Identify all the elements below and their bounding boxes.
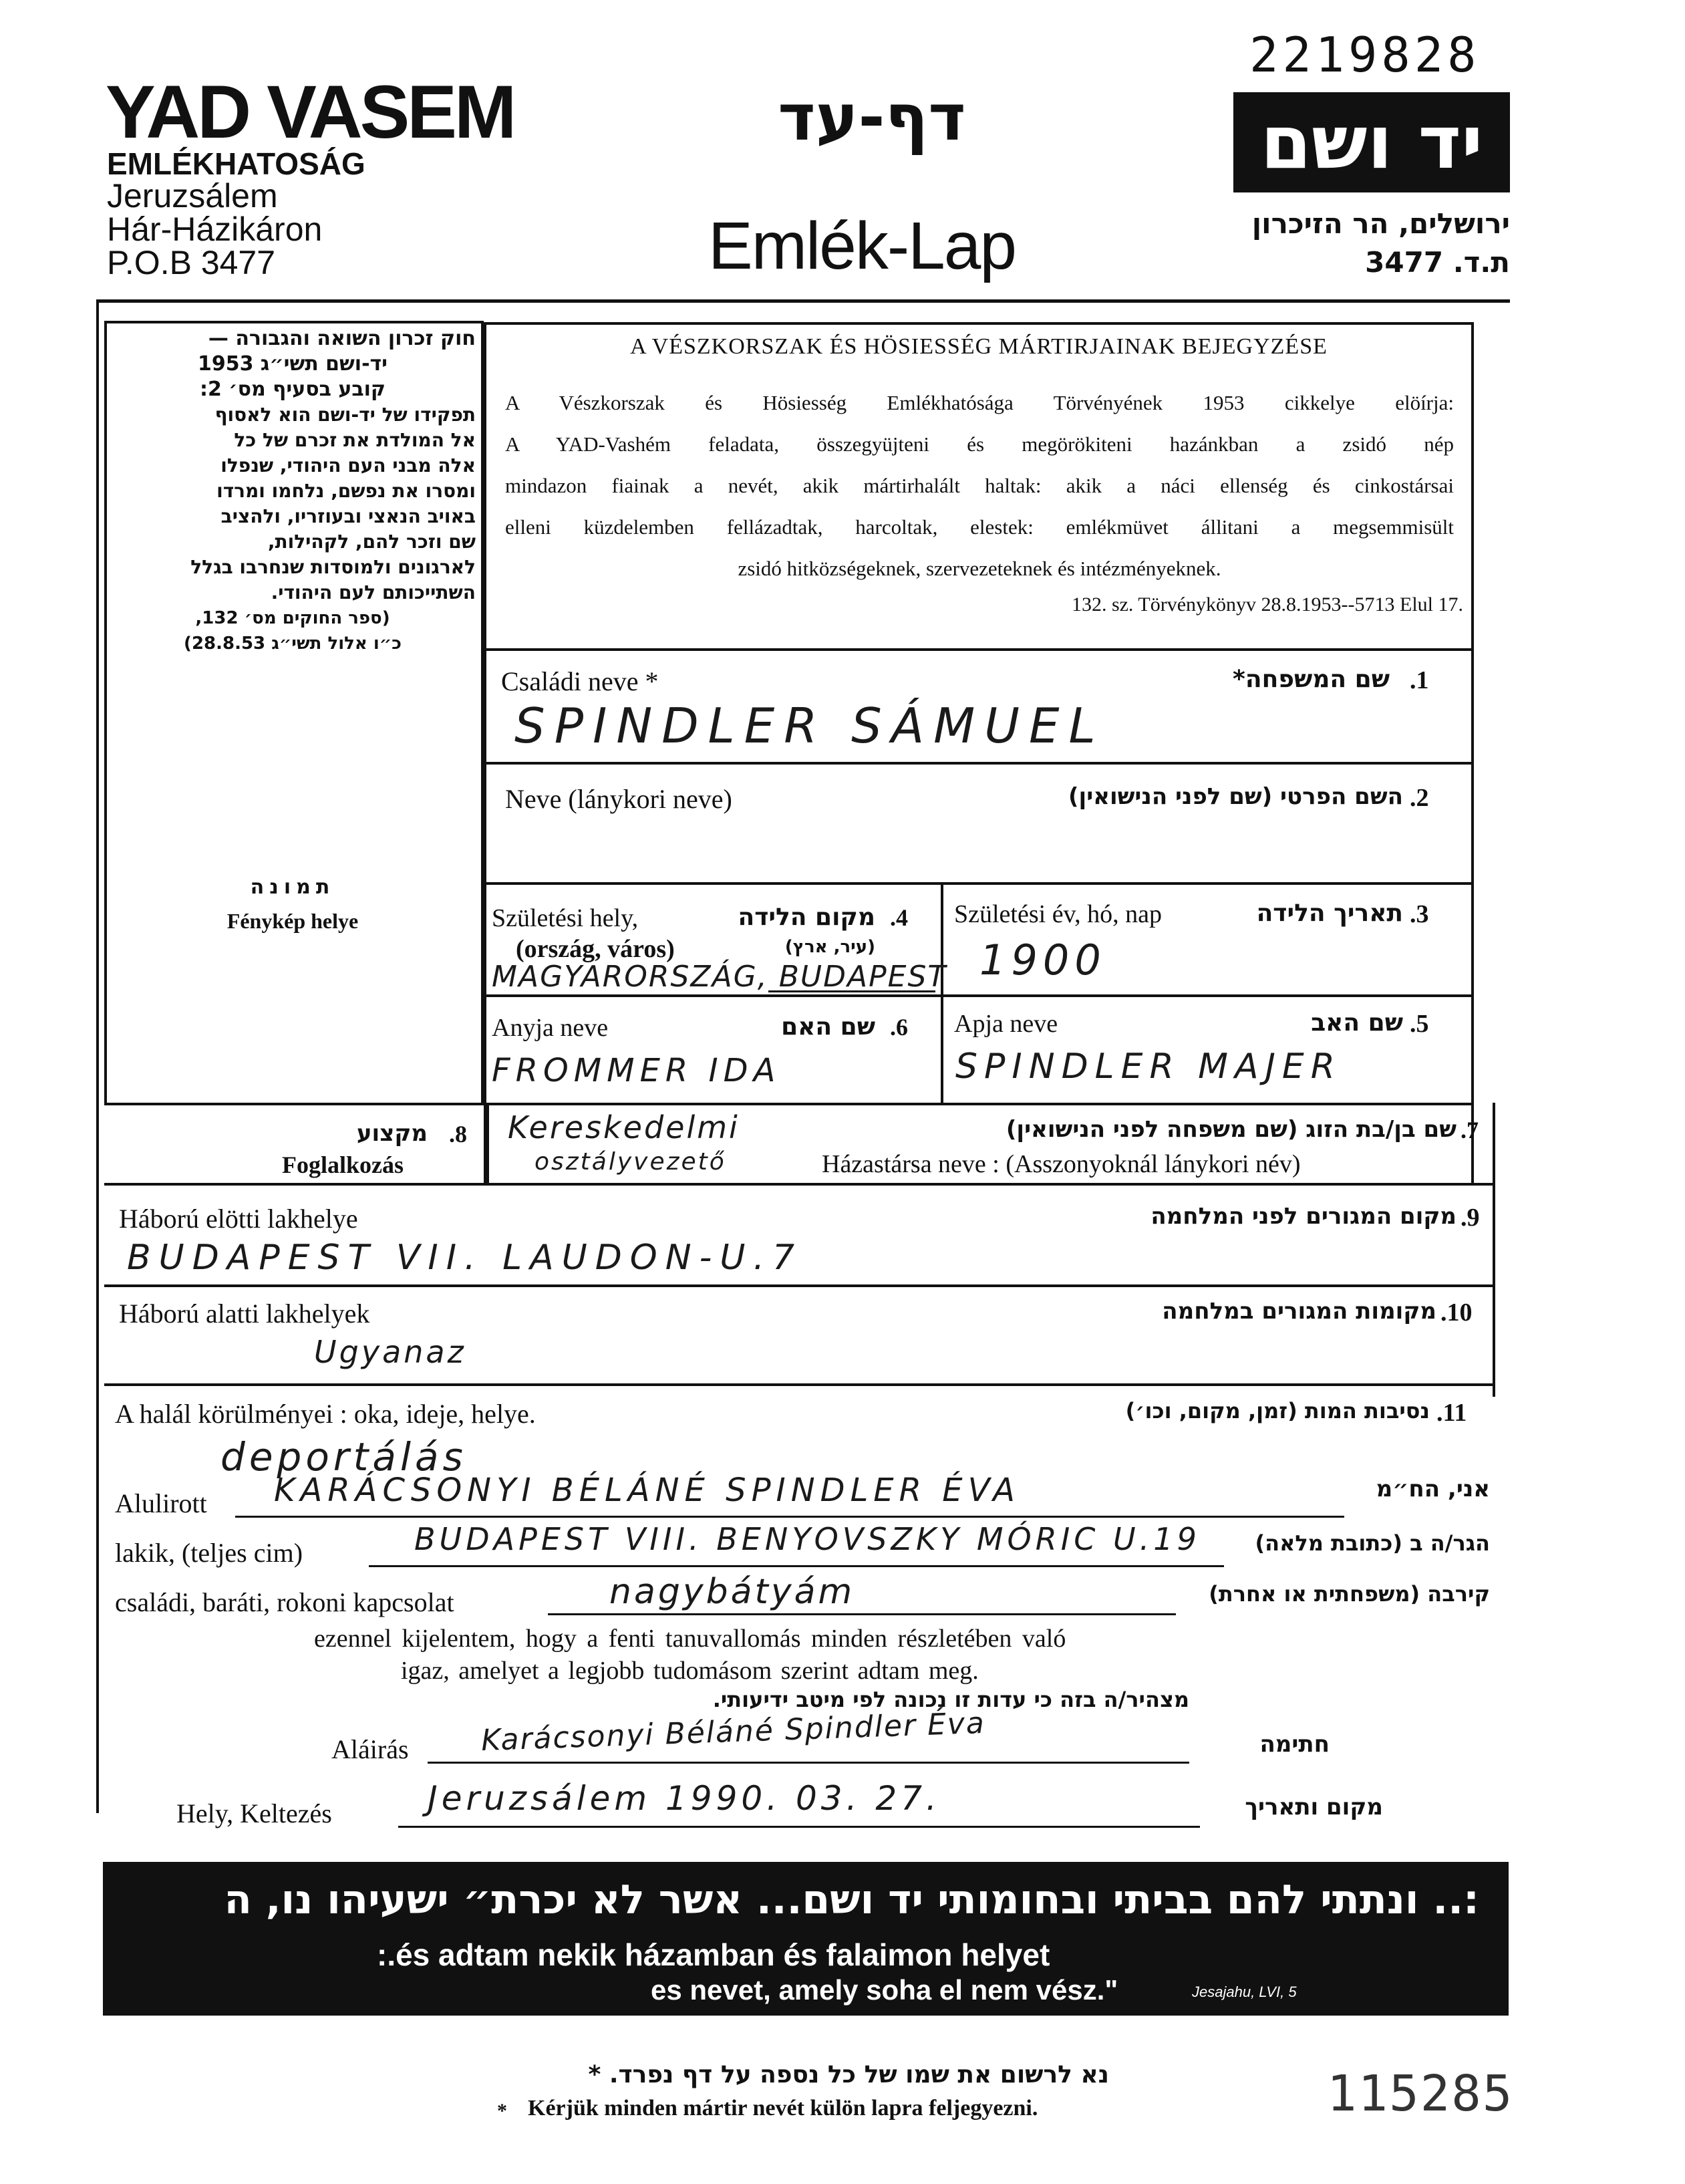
field11-value[interactable]: deportálás xyxy=(220,1434,467,1480)
field6-number: .6 xyxy=(890,1014,908,1041)
declarant-relation-label: családi, baráti, rokoni kapcsolat xyxy=(115,1587,454,1617)
law-box-left xyxy=(104,321,107,1103)
org-address-line1: Jeruzsálem xyxy=(107,177,278,215)
place-date-line xyxy=(398,1826,1200,1828)
right-box-edge xyxy=(1471,322,1474,1183)
footer-note: Kérjük minden mártir nevét külön lapra feljegyezni. xyxy=(528,2096,1038,2121)
right-box-left xyxy=(484,322,486,1183)
field4-hebrew-sub: (עיר, ארץ) xyxy=(784,937,875,957)
row-line-3 xyxy=(484,882,1474,885)
law-line: השתייכותם לעם היהודי. xyxy=(271,581,476,603)
address-hebrew-line1: ירושלים, הר הזיכרון xyxy=(1251,207,1510,240)
org-address-line3: P.O.B 3477 xyxy=(107,244,276,281)
col-divider-births xyxy=(941,885,943,1103)
org-subtitle: EMLÉKHATOSÁG xyxy=(107,146,365,181)
signature-line xyxy=(428,1762,1189,1764)
place-date-hebrew: מקום ותאריך xyxy=(1245,1794,1383,1820)
field7-hebrew: שם בן/בת הזוג (שם משפחה לפני הנישואין) xyxy=(1006,1116,1457,1143)
field3-hebrew: תאריך הלידה xyxy=(1256,900,1403,927)
field4-label: Születési hely, xyxy=(492,904,639,932)
banner-quote-line1: :.és adtam nekik házamban és falaimon helyet xyxy=(377,1937,1050,1972)
field4-underline xyxy=(768,990,935,992)
field7-label: Házastársa neve : (Asszonyoknál lánykori név) xyxy=(822,1150,1301,1178)
frame-left xyxy=(96,303,99,1813)
declarant-address-label: lakik, (teljes cim) xyxy=(115,1538,303,1568)
org-name: YAD VASEM xyxy=(106,70,514,154)
field11-number: .11 xyxy=(1436,1399,1467,1427)
intro-line: A Vészkorszak és Hösiesség Emlékhatósága Törvényének 1953 cikkelye elöírja: xyxy=(505,391,1454,414)
declarant-address-line xyxy=(369,1565,1224,1567)
field6-label: Anyja neve xyxy=(492,1014,609,1042)
declarant-address-value[interactable]: BUDAPEST VIII. BENYOVSZKY MÓRIC U.19 xyxy=(414,1521,1201,1557)
field5-hebrew: שם האב xyxy=(1311,1009,1403,1037)
field4-number: .4 xyxy=(890,904,908,931)
place-date-label: Hely, Keltezés xyxy=(176,1798,332,1828)
field3-value[interactable]: 1900 xyxy=(979,936,1106,984)
law-box-top xyxy=(104,321,484,323)
place-date-value[interactable]: Jeruzsálem 1990. 03. 27. xyxy=(428,1779,941,1818)
field10-value[interactable]: Ugyanaz xyxy=(314,1334,466,1370)
banner-quote-line2: es nevet, amely soha el nem vész." xyxy=(651,1974,1118,2006)
footer-star: * xyxy=(497,2100,507,2122)
field2-hebrew: השם הפרטי (שם לפני הנישואין) xyxy=(1068,783,1403,810)
law-text xyxy=(110,326,476,656)
field11-label: A halál körülményei : oka, ideje, helye. xyxy=(115,1399,536,1429)
declarant-relation-value[interactable]: nagybátyám xyxy=(609,1572,855,1612)
law-line: כ״ו אלול תשי״ג 28.8.53) xyxy=(184,634,402,654)
form-title: Emlék-Lap xyxy=(708,209,1016,283)
field8-number: .8 xyxy=(449,1121,467,1147)
law-line: אל המולדת את זכרם של כל xyxy=(234,429,476,451)
field5-number: .5 xyxy=(1410,1010,1429,1038)
field8-value-line2[interactable]: osztályvezető xyxy=(534,1148,726,1176)
yad-vashem-logo xyxy=(1233,92,1510,192)
field1-value[interactable]: SPINDLER SÁMUEL xyxy=(514,698,1105,754)
law-line: (ספר החוקים מס׳ 132, xyxy=(195,608,390,628)
declarant-address-hebrew: הגר/ה ב (כתובת מלאה) xyxy=(1255,1530,1490,1556)
signature-hebrew: חתימה xyxy=(1259,1731,1330,1758)
law-line: קובע בסעיף מס׳ 2: xyxy=(199,378,386,401)
field8-label: Foglalkozás xyxy=(282,1151,404,1178)
field8-hebrew: מקצוע xyxy=(356,1120,428,1147)
intro-top xyxy=(484,322,1474,325)
field3-number: .3 xyxy=(1410,900,1429,928)
field10-number: .10 xyxy=(1440,1299,1473,1327)
field9-hebrew: מקום המגורים לפני המלחמה xyxy=(1151,1203,1457,1230)
signature-value[interactable]: Karácsonyi Béláné Spindler Éva xyxy=(480,1705,986,1758)
field10-label: Háború alatti lakhelyek xyxy=(119,1299,370,1329)
law-line: ומסרו את נפשם, נלחמו ומרדו xyxy=(216,480,476,502)
field4-sublabel: (ország, város) xyxy=(516,935,675,963)
serial-number-bottom: 115285 xyxy=(1327,2065,1514,2123)
field9-label: Háború elötti lakhelye xyxy=(119,1204,358,1234)
declaration-hebrew: מצהיר/ה בזה כי עדות זו נכונה לפי מיטב ידיעותי. xyxy=(712,1687,1189,1712)
frame-right-lower xyxy=(1493,1103,1495,1397)
field10-hebrew: מקומות המגורים במלחמה xyxy=(1162,1298,1436,1325)
intro-line: A YAD-Vashém feladata, összegyüjteni és megörökiteni hazánkban a zsidó nép xyxy=(505,432,1454,456)
declaration-line2: igaz, amelyet a legjobb tudomásom szerint adtam meg. xyxy=(401,1657,979,1685)
field4-value[interactable]: MAGYARORSZÁG, BUDAPEST xyxy=(492,960,947,994)
field5-label: Apja neve xyxy=(954,1010,1058,1038)
declarant-relation-hebrew: קירבה (משפחתית או אחרת) xyxy=(1209,1581,1490,1607)
banner-quote-hebrew: :.. ונתתי להם בביתי ובחומותי יד ושם... אשר לא יכרת״ ישעיהו נו, ה xyxy=(224,1877,1479,1923)
intro-citation: 132. sz. Törvénykönyv 28.8.1953--5713 Elul 17. xyxy=(1071,593,1463,616)
org-address-line2: Hár-Házikáron xyxy=(107,211,323,248)
row-line-5 xyxy=(484,1103,1474,1105)
field8-value-line1[interactable]: Kereskedelmi xyxy=(508,1109,740,1145)
field4-hebrew: מקום הלידה xyxy=(738,904,875,931)
field11-hebrew: נסיבות המות (זמן, מקום, וכו׳) xyxy=(1125,1398,1430,1423)
row-line-1 xyxy=(484,648,1474,651)
declarant-relation-line xyxy=(548,1613,1176,1615)
field1-number: .1 xyxy=(1410,666,1429,694)
declarant-name-line xyxy=(235,1516,1344,1518)
row-line-4 xyxy=(484,994,1474,997)
law-line: באויב הנאצי ובעוזריו, ולהציב xyxy=(220,505,476,527)
signature-label: Aláirás xyxy=(331,1734,409,1764)
row-line-2 xyxy=(484,762,1474,765)
field1-hebrew: שם המשפחה* xyxy=(1233,666,1390,693)
law-box-bottom xyxy=(104,1103,484,1105)
field9-value[interactable]: BUDAPEST VII. LAUDON-U.7 xyxy=(127,1238,803,1278)
field7-number: .7 xyxy=(1461,1117,1479,1143)
header-rule xyxy=(96,299,1510,303)
law-line: שם וזכר להם, לקהילות, xyxy=(267,531,476,553)
declarant-name-value[interactable]: KARÁCSONYI BÉLÁNÉ SPINDLER ÉVA xyxy=(274,1472,1020,1509)
declarant-name-label: Alulirott xyxy=(115,1488,207,1518)
logo-text: יד ושם xyxy=(1260,100,1483,185)
serial-number-top: 2219828 xyxy=(1249,27,1481,83)
intro-title: A VÉSZKORSZAK ÉS HÖSIESSÉG MÁRTIRJAINAK BEJEGYZÉSE xyxy=(630,334,1328,359)
field3-label: Születési év, hó, nap xyxy=(954,900,1162,928)
intro-line: zsidó hitközségeknek, szervezeteknek és intézményeknek. xyxy=(738,557,1221,580)
row-line-8 xyxy=(104,1383,1494,1386)
field5-value[interactable]: SPINDLER MAJER xyxy=(955,1047,1342,1087)
intro-line: elleni küzdelemben fellázadtak, harcoltak, elestek: emlékmüvet állitani a megsemmisült xyxy=(505,515,1454,539)
intro-line: mindazon fiainak a nevét, akik mártirhalált haltak: akik a náci ellenség és cinkostársai xyxy=(505,474,1454,497)
field1-label: Családi neve * xyxy=(501,666,659,696)
law-line: חוק זכרון השואה והגבורה — xyxy=(208,327,476,350)
photo-placeholder-label: Fénykép helye xyxy=(226,909,359,933)
field6-value[interactable]: FROMMER IDA xyxy=(492,1052,781,1089)
field6-hebrew: שם האם xyxy=(781,1013,875,1041)
footer-note-hebrew: נא לרשום את שמו של כל נספה על דף נפרד. * xyxy=(588,2061,1109,2088)
intro-text xyxy=(505,382,1454,589)
law-line: יד-ושם תשי״ג 1953 xyxy=(197,352,388,376)
quote-banner xyxy=(103,1862,1509,2016)
address-hebrew-line2: ת.ד. 3477 xyxy=(1365,246,1510,279)
photo-placeholder-hebrew: תמונה xyxy=(250,875,335,899)
law-line: אלה מבני העם היהודי, שנפלו xyxy=(220,454,476,476)
banner-quote-reference: Jesajahu, LVI, 5 xyxy=(1192,1984,1297,2000)
declaration-line1: ezennel kijelentem, hogy a fenti tanuvallomás minden részletében való xyxy=(314,1625,1066,1653)
field2-label: Neve (lánykori neve) xyxy=(505,784,732,814)
col-divider-occupation xyxy=(486,1103,489,1186)
row-line-6 xyxy=(104,1183,1494,1186)
form-title-hebrew: דף-עד xyxy=(778,80,966,155)
row-line-7 xyxy=(104,1284,1494,1287)
field9-number: .9 xyxy=(1461,1204,1480,1232)
field2-number: .2 xyxy=(1410,784,1429,812)
declarant-name-hebrew: אני, הח״מ xyxy=(1376,1476,1490,1502)
law-line: תפקידו של יד-ושם הוא לאסוף xyxy=(214,404,476,426)
law-line: לארגונים ולמוסדות שנחרבו בגלל xyxy=(190,556,476,578)
